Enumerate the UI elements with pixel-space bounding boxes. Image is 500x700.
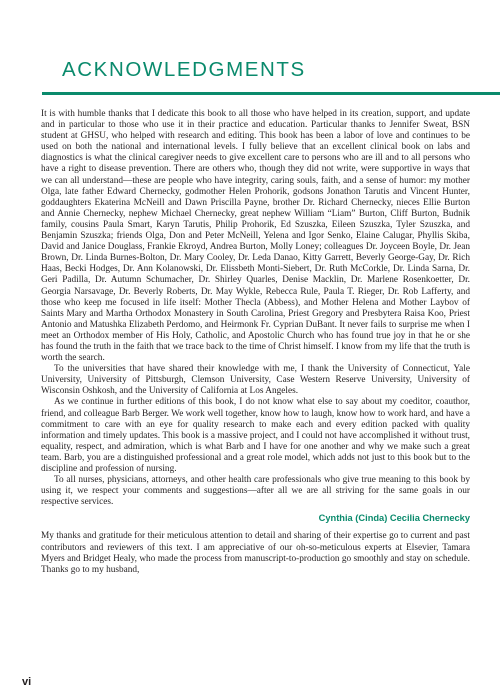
paragraph-thanks: My thanks and gratitude for their meticulous attention to detail and sharing of their expertise go to current and past contributors and reviewers of this text. I am appreciative of our oh-so-meticulous experts at Elsevier, Tamara Myers and Bridget Healy, who made the process from manuscript-to-production go smoothly and stay on schedule. Thanks go to my husband, xyxy=(41,531,470,575)
paragraph-universities: To the universities that have shared their knowledge with me, I thank the University of Connecticut, Yale University, University of Pittsburgh, Clemson University, Case Western Reserve University, University of Wisconsin Oshkosh, and the University of California at Los Angeles. xyxy=(41,364,470,397)
title-rule xyxy=(42,92,500,95)
paragraph-health-professionals: To all nurses, physicians, attorneys, and other health care professionals who give true meaning to this book by using it, we respect your comments and suggestions—after all we are all striving for the same goals in our respective services. xyxy=(41,475,470,508)
author-signature: Cynthia (Cinda) Cecilia Chernecky xyxy=(318,513,470,524)
page-title: ACKNOWLEDGMENTS xyxy=(62,58,306,81)
paragraph-coeditor: As we continue in further editions of this book, I do not know what else to say about my coeditor, coauthor, friend, and colleague Barb Berger. We work well together, know how to laugh, know how to work hard, and have a commitment to care with an eye for quality research to make each and every edition packed with quality information and timely updates. This book is a massive project, and I could not have accomplished it without trust, equality, respect, and admiration, which is what Barb and I have for one another and why we make such a great team. Barb, you are a distinguished professional and a great role model, which adds not just to this book but to the discipline and profession of nursing. xyxy=(41,397,470,474)
acknowledgments-body xyxy=(41,109,470,576)
paragraph-dedication: It is with humble thanks that I dedicate this book to all those who have helped in its creation, support, and update and in particular to those who use it in their practice and education. Particular thanks to Jennifer Sweat, BSN student at GHSU, who helped with research and editing. This book has been a labor of love and continues to be used on both the national and international levels. I fully believe that an excellent clinical book on labs and diagnostics is what the clinical caregiver needs to give excellent care to persons who are ill and to all persons who have a right to disease prevention. There are others who, though they did not write, were supportive in ways that we can all understand—these are people who have integrity, caring souls, faith, and a sense of humor: my mother Olga, late father Edward Chernecky, godmother Helen Prohorik, godsons Jonathon Tarutis and Vincent Hunter, goddaughters Ekaterina McNeill and Dawn Priscilla Payne, brother Dr. Richard Chernecky, nieces Ellie Burton and Annie Chernecky, nephew Michael Chernecky, great nephew William “Liam” Burton, Cliff Burton, Budnik family, cousins Paula Smart, Karyn Tarutis, Philip Prohorik, Ed Szuszka, Eileen Szuszka, Tyler Szuszka, and Benjamin Szuszka; friends Olga, Don and Peter McNeill, Yelena and Igor Senko, Elaine Calugar, Phyllis Skiba, David and Janice Douglass, Frankie Ekroyd, Andrea Burton, Molly Loney; colleagues Dr. Joyceen Boyle, Dr. Jean Brown, Dr. Linda Burnes-Bolton, Dr. Mary Cooley, Dr. Leda Danao, Kitty Garrett, Beverly George-Gay, Dr. Rich Haas, Becki Hodges, Dr. Ann Kolanowski, Dr. Elissbeth Monti-Siebert, Dr. Ruth McCorkle, Dr. Linda Sarna, Dr. Geri Padilla, Dr. Autumn Schumacher, Dr. Shirley Quarles, Denise Macklin, Dr. Marlene Rosenkoetter, Dr. Georgia Narsavage, Dr. Beverly Roberts, Dr. May Wykle, Rebecca Rule, Paula T. Rieger, Dr. Rob Lafferty, and those who keep me focused in life itself: Mother Thecla (Abbess), and Mother Helena and Mother Laybov of Saints Mary and Martha Orthodox Monastery in South Carolina, Priest Gregory and Presbytera Raisa Koo, Priest Antonio and Matushka Elizabeth Perdomo, and Heirmonk Fr. Cyprian DuBant. It never fails to surprise me when I meet an Orthodox member of His Holy, Catholic, and Apostolic Church who has found true joy in that he or she has found the truth in the faith that we trace back to the time of Christ himself. I know from my life that the truth is worth the search. xyxy=(41,109,470,364)
page-header xyxy=(0,0,500,100)
page-number: vi xyxy=(22,676,32,688)
